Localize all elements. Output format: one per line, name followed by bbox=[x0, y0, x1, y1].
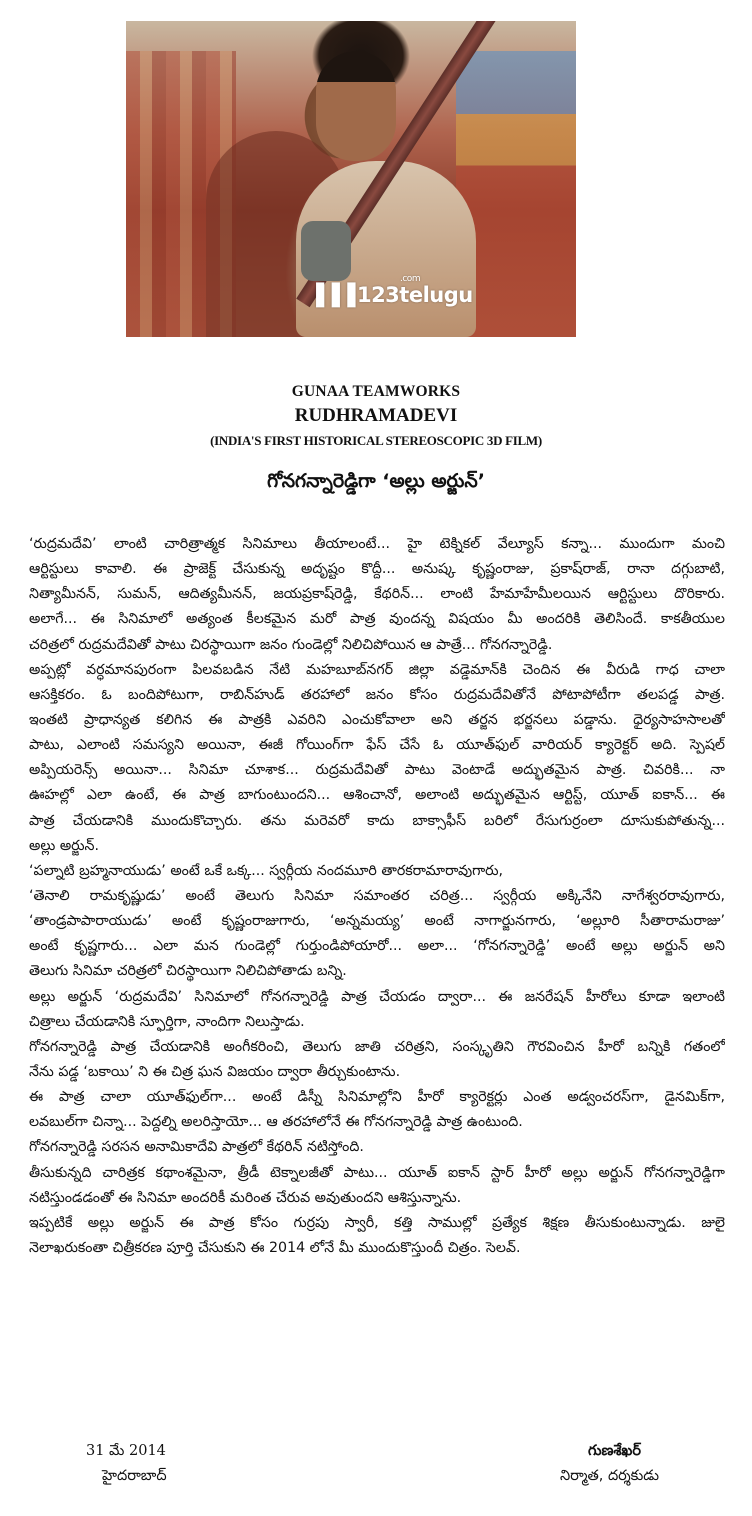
watermark-logo bbox=[308, 274, 473, 307]
body-line: ‘తాండ్రపాపారాయుడు’ అంటే కృష్ణంరాజుగారు, ‘అన్నమయ్య’ అంటే నాగార్జునగారు, ‘అల్లూరి సీతారామరాజు’ bbox=[29, 913, 725, 930]
body-line: అల్లు అర్జున్. bbox=[29, 837, 99, 854]
body-line: నెలాఖరుకంతా చిత్రీకరణ పూర్తి చేసుకుని ఈ 2014 లోనే మీ ముందుకొస్తుందీ చిత్రం. సెలవ్. bbox=[29, 1239, 521, 1256]
body-line: ‘పల్నాటి బ్రహ్మనాయుడు’ అంటే ఒకే ఒక్క... స్వర్గీయ నందమూరి తారకరామారావుగారు, bbox=[29, 862, 503, 879]
body-line: లవబుల్‌గా చిన్నా... పెద్దల్ని అలరిస్తాయో... ఆ తరహాలోనే ఈ గోనగన్నారెడ్డి పాత్ర ఉంటుంది. bbox=[29, 1114, 523, 1131]
body-line: ఆర్టిస్టులు కావాలి. ఈ ప్రాజెక్ట్ చేసుకున్న అదృష్టం కొద్దీ... అనుష్క కృష్ణంరాజు, ప్రకాష్‌రాజ్, రానా దగ్గుబాటి, bbox=[29, 561, 725, 578]
body-line: ఈ పాత్ర చాలా యూత్‌ఫుల్‌గా... అంటే డిస్నీ సినిమాల్లోని హీరో క్యారెక్టర్లు ఎంత అడ్వంచరస్‌గా, డైనమిక్‌గా, bbox=[29, 1089, 725, 1106]
watermark-bars-icon: ▐▐▐ bbox=[308, 283, 355, 307]
body-line: నటిస్తుండడంతో ఈ సినిమా అందరికీ మరింత చేరువ అవుతుందని ఆశిస్తున్నాను. bbox=[29, 1189, 462, 1206]
watermark-brand: 123telugu bbox=[356, 283, 473, 307]
note-place: హైదరాబాద్ bbox=[102, 1468, 167, 1484]
body-line: నిత్యామీనన్, సుమన్, ఆదిత్యమీనన్, జయప్రకాష్‌రెడ్డి, కేథరిన్... లాంటి హేమాహేమీలయిన ఆర్టిస్టులు దొరికారు. bbox=[29, 586, 725, 603]
photo-sword-hilt bbox=[301, 221, 351, 281]
body-line: అలాగే... ఈ సినిమాలో అత్యంత కీలకమైన మరో పాత్ర వుందన్న విషయం మీ అందరికి తెలిసిందే. కాకతీయుల bbox=[29, 611, 725, 628]
hero-photo bbox=[126, 21, 576, 337]
body-line: అల్లు అర్జున్ ‘రుద్రమదేవి’ సినిమాలో గోనగన్నారెడ్డి పాత్ర చేయడం ద్వారా... ఈ జనరేషన్ హీరోలు కూడా ఇలాంటి bbox=[29, 988, 725, 1005]
body-line: అప్పట్లో వర్ధమానపురంగా పిలవబడిన నేటి మహబూబ్‌నగర్ జిల్లా వడ్డెమాన్‌కి చెందిన ఈ వీరుడి గాధ చాలా bbox=[29, 661, 725, 678]
body-line: పాటు, ఎలాంటి సమస్యని అయినా, ఈజీ గోయింగ్‌గా ఫేస్ చేసే ఓ యూత్‌ఫుల్ వారియర్ క్యారెక్టర్ అది. స్పెషల్ bbox=[29, 737, 725, 754]
body-line: ఊహల్లో ఎలా ఉంటే, ఈ పాత్ర బాగుంటుందని... ఆశించానో, అలాంటి అద్భుతమైన ఆర్టిస్ట్, యూత్ ఐకాన్... ఈ bbox=[29, 787, 725, 804]
body-line: గోనగన్నారెడ్డి పాత్ర చేయడానికి అంగీకరించి, తెలుగు జాతి చరిత్రని, సంస్కృతిని గౌరవించిన హీరో బన్నికి గతంలో bbox=[29, 1038, 725, 1055]
body-line: నేను పడ్డ ‘బకాయి’ ని ఈ చిత్ర ఘన విజయం ద్వారా తీర్చుకుంటాను. bbox=[29, 1063, 401, 1080]
press-note-body bbox=[29, 532, 725, 1261]
signatory-role: నిర్మాత, దర్శకుడు bbox=[560, 1468, 659, 1484]
body-line: తెలుగు సినిమా చరిత్రలో చిరస్థాయిగా నిలిచిపోతాడు బన్ని. bbox=[29, 963, 347, 980]
body-line: చరిత్రలో రుద్రమదేవితో పాటు చిరస్థాయిగా జనం గుండెల్లో నిలిచిపోయిన ఆ పాత్రే... గోనగన్నారెడ్డి. bbox=[29, 636, 553, 653]
photo-actor-head bbox=[316, 51, 396, 161]
body-line: గోనగన్నారెడ్డి సరసన అనామికాదేవి పాత్రలో కేథరిన్ నటిస్తోంది. bbox=[29, 1139, 364, 1156]
film-title: RUDHRAMADEVI bbox=[294, 405, 458, 426]
body-line: ‘రుద్రమదేవి’ లాంటి చారిత్రాత్మక సినిమాలు తీయాలంటే... హై టెక్నికల్ వేల్యూస్ కన్నా... ముందుగా మంచి bbox=[29, 536, 725, 552]
note-date: 31 మే 2014 bbox=[86, 1443, 166, 1459]
film-tagline: (INDIA'S FIRST HISTORICAL STEREOSCOPIC 3D FILM) bbox=[210, 433, 542, 448]
company-name: GUNAA TEAMWORKS bbox=[291, 383, 461, 400]
body-line: ఇంతటి ప్రాధాన్యత కలిగిన ఈ పాత్రకి ఎవరిని ఎంచుకోవాలా అని తర్జన భర్జనలు పడ్డాను. ధైర్యసాహసాలతో bbox=[29, 711, 725, 728]
body-line: పాత్ర చేయడానికి ముందుకొచ్చారు. తను మరెవరో కాదు బాక్సాఫీస్ బరిలో రేసుగుర్రంలా దూసుకుపోతున్న... bbox=[29, 812, 725, 829]
press-note-title: గోనగన్నారెడ్డిగా ‘అల్లు అర్జున్’ bbox=[267, 470, 485, 492]
signatory-name: గుణశేఖర్ bbox=[588, 1443, 641, 1459]
body-line: అంటే కృష్ణగారు... ఎలా మన గుండెల్లో గుర్తుండిపోయారో... అలా... ‘గోనగన్నారెడ్డి’ అంటే అల్లు అర్జున్ అని bbox=[29, 938, 725, 955]
body-line: ఇప్పటికే అల్లు అర్జున్ ఈ పాత్ర కోసం గుర్రపు స్వారీ, కత్తి సాముల్లో ప్రత్యేక శిక్షణ తీసుకుంటున్నాడు. జులై bbox=[29, 1214, 725, 1231]
body-line: ‘తెనాలి రామకృష్ణుడు’ అంటే తెలుగు సినిమా సమాంతర చరిత్ర... స్వర్గీయ అక్కినేని నాగేశ్వరరావుగారు, bbox=[29, 887, 725, 904]
body-line: చిత్రాలు చేయడానికి స్ఫూర్తిగా, నాందిగా నిలుస్తాడు. bbox=[29, 1013, 305, 1030]
body-line: తీసుకున్నది చారిత్రక కథాంశమైనా, త్రీడీ టెక్నాలజీతో పాటు... యూత్ ఐకాన్ స్టార్ హీరో అల్లు అర్జున్ గోనగన్నారెడ్డిగా bbox=[29, 1164, 725, 1181]
body-line: ఆసక్తికరం. ఓ బందిపోటుగా, రాబిన్‌హుడ్ తరహాలో జనం కోసం రుద్రమదేవితోనే పోటాపోటీగా తలపడ్డ పాత్ర. bbox=[29, 686, 725, 703]
body-line: అప్పియరెన్స్ అయినా... సినిమా చూశాక... రుద్రమదేవితో పాటు వెంటాడే అద్భుతమైన పాత్ర. చివరికి... నా bbox=[29, 762, 725, 779]
watermark-tld: .com bbox=[400, 274, 421, 284]
